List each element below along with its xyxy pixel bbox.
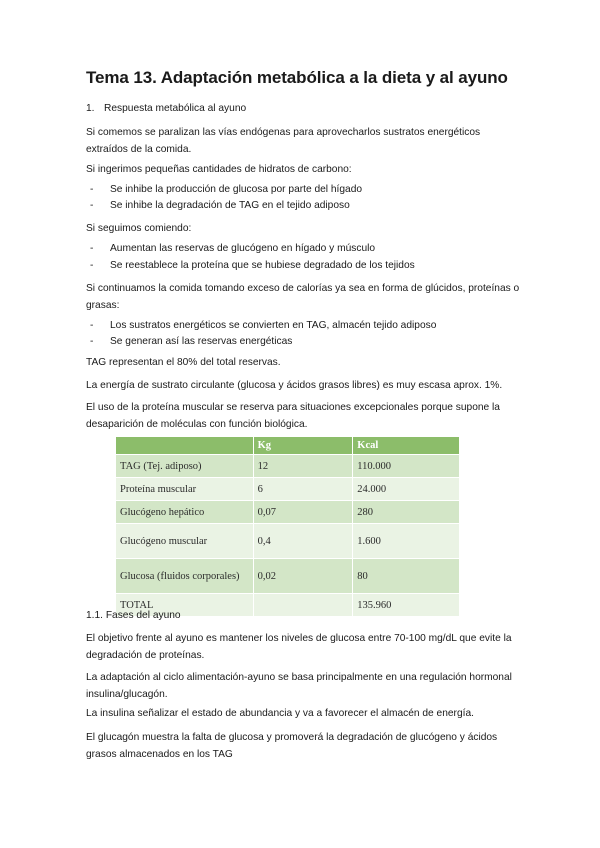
table-header-cell [116, 437, 254, 455]
table-cell: 6 [253, 478, 353, 501]
paragraph-insulin: La insulina señalizar el estado de abundancia y va a favorecer el almacén de energía. [86, 708, 474, 719]
paragraph-excess-intro: Si continuamos la comida tomando exceso de calorías ya sea en forma de glúcidos, proteínas o grasas: [86, 283, 520, 311]
paragraph-tag-reserves: TAG representan el 80% del total reservas. [86, 357, 281, 368]
bullet-dash: - [90, 320, 94, 331]
table-cell: 12 [253, 455, 353, 478]
bullet-dash: - [90, 200, 94, 211]
table-cell: 1.600 [353, 524, 460, 559]
table-cell: Proteína muscular [116, 478, 254, 501]
table-cell: 110.000 [353, 455, 460, 478]
table-cell: TAG (Tej. adiposo) [116, 455, 254, 478]
paragraph-fasting-goal: El objetivo frente al ayuno es mantener los niveles de glucosa entre 70-100 mg/dL que evite la degradación de proteínas. [86, 633, 512, 661]
table-cell: 24.000 [353, 478, 460, 501]
table-cell: TOTAL [116, 594, 254, 617]
table-cell [253, 594, 353, 617]
table-cell: 280 [353, 501, 460, 524]
energy-reserves-table [115, 436, 460, 617]
table-cell: 0,4 [253, 524, 353, 559]
table-cell: 135.960 [353, 594, 460, 617]
table-cell: Glucosa (fluidos corporales) [116, 559, 254, 594]
table-row [116, 455, 460, 478]
table-row [116, 559, 460, 594]
paragraph-hormonal-regulation: La adaptación al ciclo alimentación-ayuno se basa principalmente en una regulación hormonal insulina/glucagón. [86, 672, 512, 700]
table-cell: 0,02 [253, 559, 353, 594]
page-title: Tema 13. Adaptación metabólica a la dieta y al ayuno [86, 68, 508, 87]
document-page: Tema 13. Adaptación metabólica a la dieta y al ayuno 1. Respuesta metabólica al ayuno Si comemos se paralizan las vías endógenas para aprovecharlos sustratos energéticos extraídos de la comida. Si ingerimos pequeñas cantidades de hidratos de carbono: - Se inhibe la producción de glucosa por parte del hígado - Se inhibe la degradación de TAG en el tejido adiposo Si seguimos comiendo: - Aumentan las reservas de glucógeno en hígado y músculo - Se reestablece la proteína que se hubiese degradado de los tejidos Si continuamos la comida tomando exceso de calorías ya sea en forma de glúcidos, proteínas o grasas: - Los sustratos energéticos se convierten en TAG, almacén tejido adiposo - Se generan así las reservas energéticas TAG representan el 80% del total reservas. La energía de sustrato circulante (glucosa y ácidos grasos libres) es muy escasa aprox. 1%. El uso de la proteína muscular se reserva para situaciones excepcionales porque supone la desaparición de moléculas con función biológica. Kg Kcal TAG (Tej. adiposo) 12 110.000 Proteína muscular 6 24.000 Glucógeno hepático 0,07 280 Glucógeno muscular 0,4 1.600 Glucosa (fluidos corporales) 0,02 80 TOTAL 135.960 1.1. Fases del ayuno El objetivo frente al ayuno es mantener los niveles de glucosa entre 70-100 mg/dL que evite la degradación de proteínas. La adaptación al ciclo alimentación-ayuno se basa principalmente en una regulación hormonal insulina/glucagón. La insulina señalizar el estado de abundancia y va a favorecer el almacén de energía. El glucagón muestra la falta de glucosa y promoverá la degradación de glucógeno y ácidos grasos almacenados en los TAG [0, 0, 600, 848]
table-header-row [116, 437, 460, 455]
paragraph-circulating-energy: La energía de sustrato circulante (glucosa y ácidos grasos libres) es muy escasa aprox. 1%. [86, 380, 503, 391]
table-cell: Glucógeno muscular [116, 524, 254, 559]
bullet-dash: - [90, 336, 94, 347]
paragraph-eating: Si comemos se paralizan las vías endógenas para aprovecharlos sustratos energéticos extraídos de la comida. [86, 127, 481, 155]
paragraph-glucagon: El glucagón muestra la falta de glucosa y promoverá la degradación de glucógeno y ácidos grasos almacenados en los TAG [86, 732, 498, 760]
table-row [116, 501, 460, 524]
table-cell: 80 [353, 559, 460, 594]
table-header-cell: Kg [253, 437, 353, 455]
table-cell: Glucógeno hepático [116, 501, 254, 524]
table-header-cell: Kcal [353, 437, 460, 455]
table-row [116, 478, 460, 501]
table-row [116, 524, 460, 559]
bullet-dash: - [90, 260, 94, 271]
paragraph-keep-eating-intro: Si seguimos comiendo: [86, 223, 192, 234]
section-number: 1. [86, 103, 95, 114]
bullet-dash: - [90, 184, 94, 195]
paragraph-carbs-intro: Si ingerimos pequeñas cantidades de hidratos de carbono: [86, 164, 352, 175]
bullet-dash: - [90, 243, 94, 254]
table-cell: 0,07 [253, 501, 353, 524]
section-title: Respuesta metabólica al ayuno [104, 103, 247, 114]
paragraph-muscle-protein: El uso de la proteína muscular se reserva para situaciones excepcionales porque supone la desaparición de moléculas con función biológica. [86, 402, 500, 430]
section-title: 1.1. Fases del ayuno [86, 610, 181, 621]
